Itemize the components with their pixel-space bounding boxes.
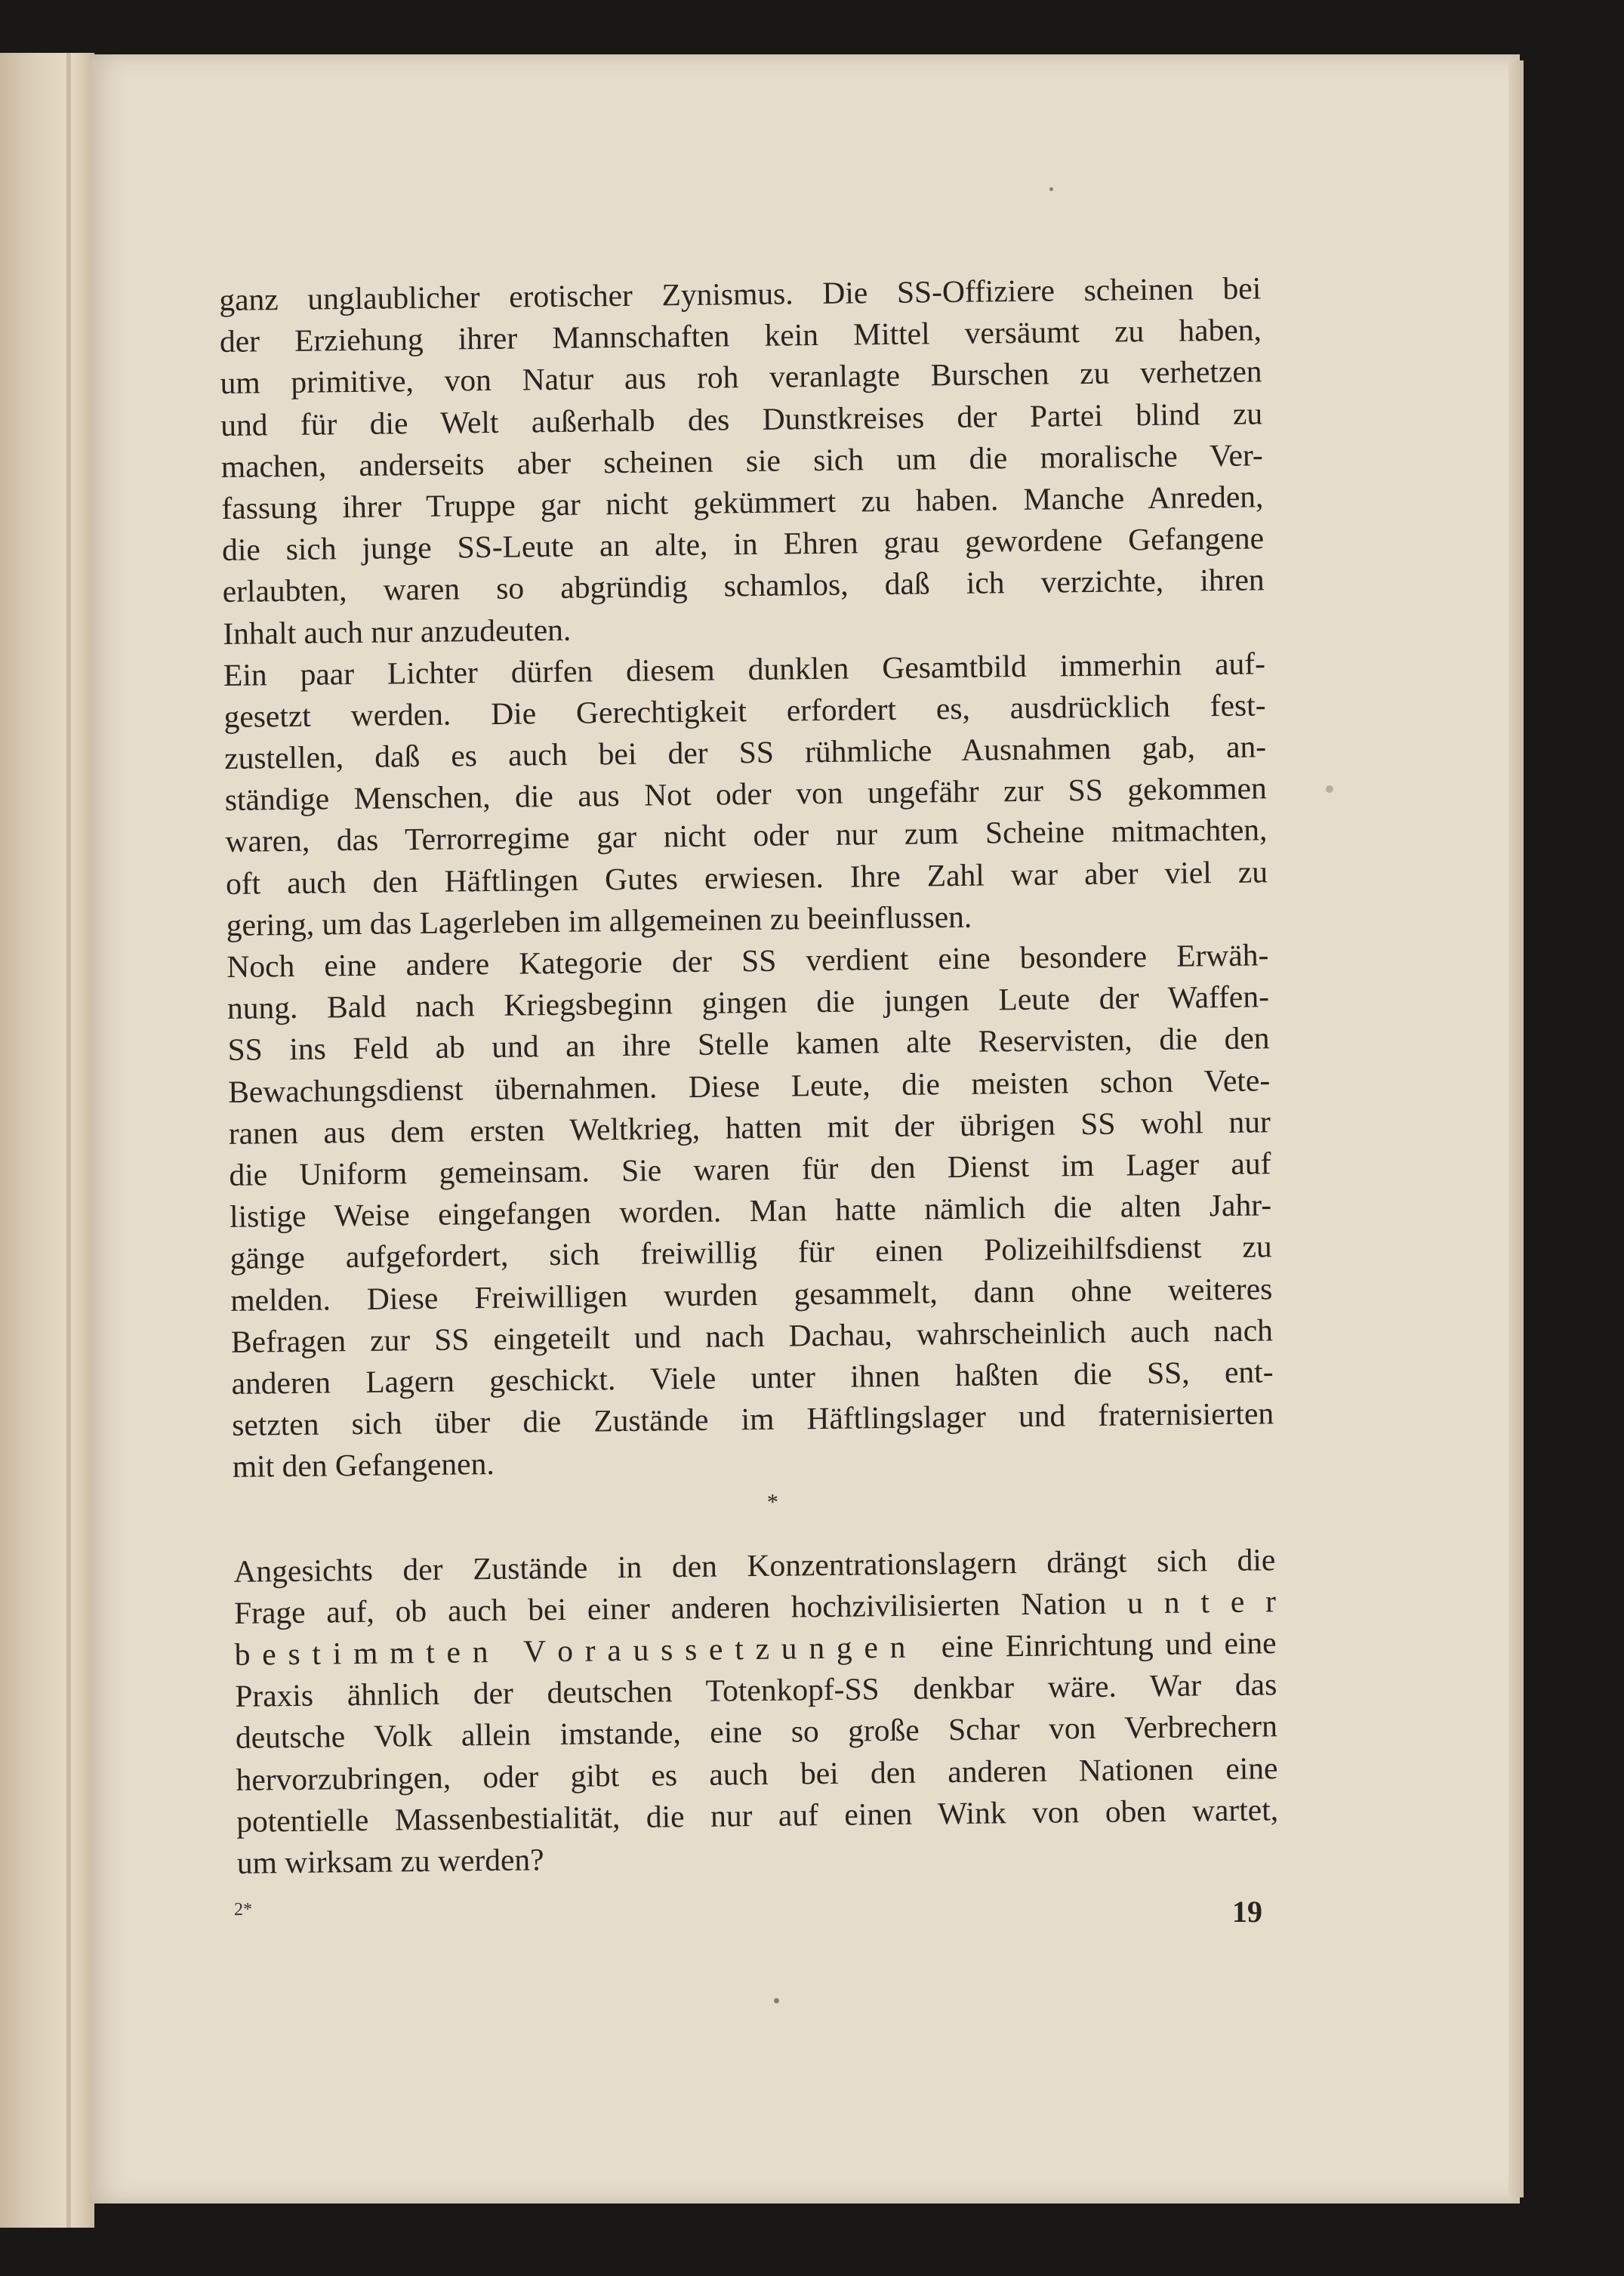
text-line: der Erziehung ihrer Mannschaften kein Mittel versäumt zu haben, — [219, 312, 1262, 359]
text-line: Bewachungsdienst übernahmen. Diese Leute, die meisten schon Vete- — [227, 1062, 1271, 1109]
facing-page-edge — [0, 53, 94, 2228]
text-line: Noch eine andere Kategorie der SS verdient eine besondere Erwäh- — [226, 937, 1269, 984]
signature-mark: 2* — [234, 1900, 252, 1920]
text-line: um wirksam zu werden? — [236, 1842, 544, 1880]
text-line: oft auch den Häftlingen Gutes erwiesen. Ihre Zahl war aber viel zu — [225, 853, 1268, 901]
page-number: 19 — [1232, 1895, 1262, 1929]
text-line: die sich junge SS-Leute an alte, in Ehren grau gewordene Gefangene — [221, 520, 1265, 568]
text-line: machen, anderseits aber scheinen sie sich um die moralische Ver- — [220, 437, 1263, 484]
paper-speck — [774, 1998, 779, 2003]
text-line: b e s t i m m t e n V o r a u s s e t z u n g e n eine Einrichtung und eine — [234, 1625, 1277, 1672]
body-text — [219, 267, 1279, 1884]
text-line: gesetzt werden. Die Gerechtigkeit erfordert es, ausdrücklich fest- — [223, 687, 1266, 734]
page-stack-edge — [1508, 60, 1524, 2197]
facing-page-fold — [66, 53, 71, 2228]
text-line: die Uniform gemeinsam. Sie waren für den Dienst im Lager auf — [229, 1146, 1271, 1192]
text-line: potentielle Massenbestialität, die nur auf einen Wink von oben wartet, — [236, 1791, 1279, 1839]
text-line: setzten sich über die Zustände im Häftlingslager und fraternisierten — [231, 1396, 1274, 1442]
text-line: anderen Lagern geschickt. Viele unter ihnen haßten die SS, ent- — [231, 1354, 1274, 1401]
text-line: mit den Gefangenen. — [232, 1446, 495, 1485]
text-line: und für die Welt außerhalb des Dunstkreises der Partei blind zu — [220, 395, 1263, 443]
text-line: gering, um das Lagerleben im allgemeinen zu beeinflussen. — [226, 899, 972, 942]
text-line: um primitive, von Natur aus roh veranlagte Burschen zu verhetzen — [220, 353, 1262, 401]
text-line: nung. Bald nach Kriegsbeginn gingen die jungen Leute der Waffen- — [226, 979, 1270, 1026]
text-line: listige Weise eingefangen worden. Man hatte nämlich die alten Jahr- — [229, 1187, 1272, 1235]
text-line: melden. Diese Freiwilligen wurden gesammelt, dann ohne weiteres — [230, 1270, 1273, 1318]
text-line: ganz unglaublicher erotischer Zynismus. Die SS-Offiziere scheinen bei — [219, 270, 1262, 317]
text-line: erlaubten, waren so abgründig schamlos, daß ich verzichte, ihren — [222, 562, 1265, 609]
text-line: ständige Menschen, die aus Not oder von ungefähr zur SS gekommen — [224, 770, 1267, 818]
text-line: waren, das Terrorregime gar nicht oder nur zum Scheine mitmachten, — [225, 812, 1268, 859]
text-line: hervorzubringen, oder gibt es auch bei den anderen Nationen eine — [236, 1750, 1278, 1797]
text-line: Ein paar Lichter dürfen diesem dunklen Gesamtbild immerhin auf- — [223, 646, 1266, 692]
text-line: zustellen, daß es auch bei der SS rühmliche Ausnahmen gab, an- — [223, 729, 1267, 776]
paper-speck — [1049, 187, 1053, 191]
text-line: Befragen zur SS eingeteilt und nach Dachau, wahrscheinlich auch nach — [230, 1312, 1274, 1359]
text-line: Angesichts der Zustände in den Konzentrationslagern drängt sich die — [233, 1541, 1276, 1589]
text-line: SS ins Feld ab und an ihre Stelle kamen alte Reservisten, die den — [227, 1020, 1270, 1068]
paper-speck — [1326, 785, 1333, 793]
text-line: Frage auf, ob auch bei einer anderen hochzivilisierten Nation u n t e r — [233, 1584, 1277, 1630]
section-divider: * — [766, 1490, 779, 1516]
text-line: ranen aus dem ersten Weltkrieg, hatten mit der übrigen SS wohl nur — [228, 1104, 1271, 1151]
text-line: gänge aufgefordert, sich freiwillig für einen Polizeihilfsdienst zu — [230, 1229, 1272, 1276]
text-line: Inhalt auch nur anzudeuten. — [223, 612, 572, 651]
text-line: Praxis ähnlich der deutschen Totenkopf-SS denkbar wäre. War das — [235, 1667, 1277, 1714]
text-line: deutsche Volk allein imstande, eine so große Schar von Verbrechern — [235, 1708, 1278, 1756]
text-line: fassung ihrer Truppe gar nicht gekümmert zu haben. Manche Anreden, — [221, 479, 1264, 526]
